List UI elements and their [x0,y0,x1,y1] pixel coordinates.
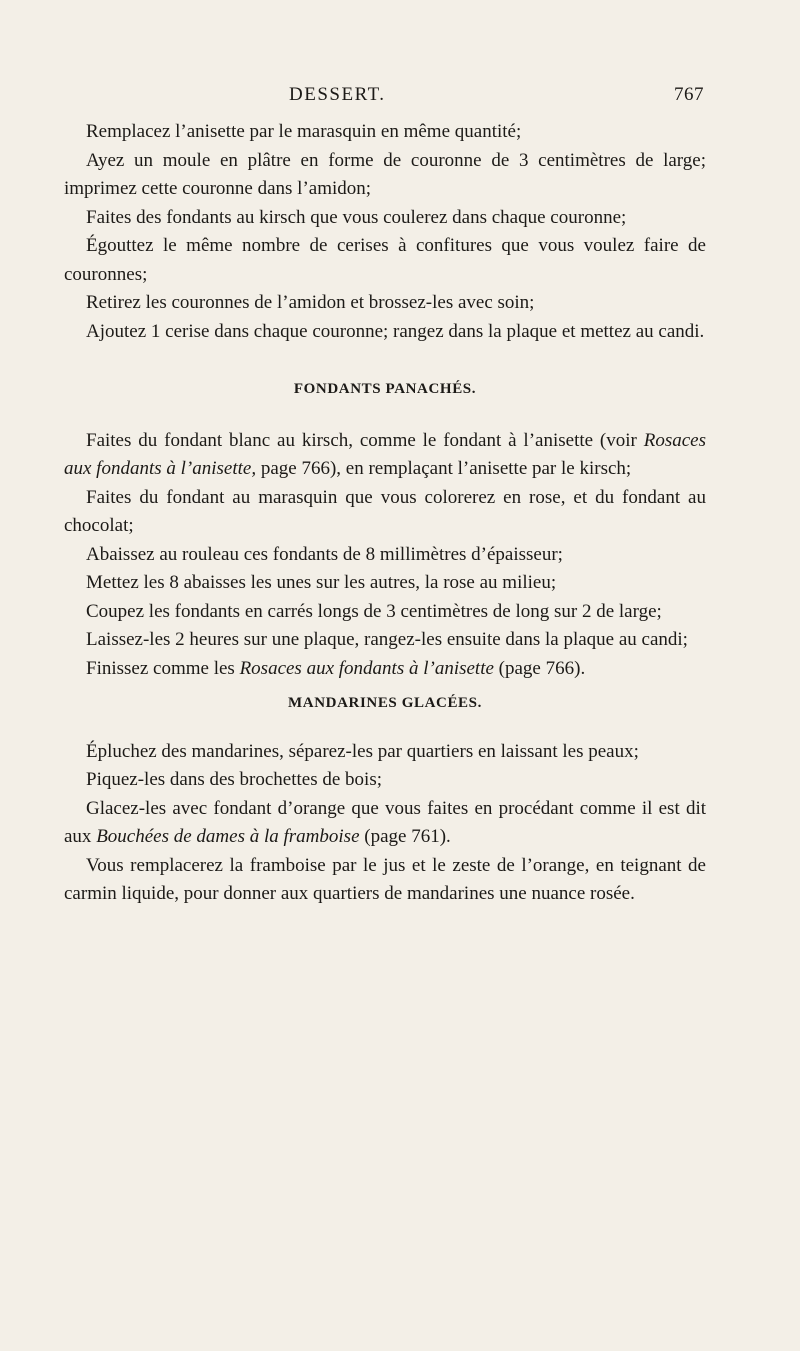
paragraph: Faites du fondant au marasquin que vous colorerez en rose, et du fondant au chocolat; [64,486,706,536]
paragraph: Mettez les 8 abaisses les unes sur les autres, la rose au milieu; [86,572,557,593]
section-heading: MANDARINES GLACÉES. [288,695,482,711]
text: Faites du fondant blanc au kirsch, comme le fondant à l’anisette (voir [86,429,644,451]
reference-title: Rosaces aux fondants à l’anisette [239,657,494,679]
paragraph [64,795,706,852]
paragraph: Remplacez l’anisette par le marasquin en même quantité; [86,121,522,142]
paragraph [64,655,706,684]
paragraph: Égouttez le même nombre de cerises à confitures que vous voulez faire de couronnes; [64,235,706,285]
paragraph: Ayez un moule en plâtre en forme de couronne de 3 centimètres de large; imprimez cette couronne dans l’amidon; [64,149,706,199]
page-body [64,118,706,909]
paragraph: Coupez les fondants en carrés longs de 3 centimètres de long sur 2 de large; [86,600,662,622]
paragraph: Laissez-les 2 heures sur une plaque, rangez-les ensuite dans la plaque au candi; [86,629,688,650]
text: (page 766). [493,657,586,679]
paragraph: Ajoutez 1 cerise dans chaque couronne; rangez dans la plaque et mettez au candi. [86,320,705,342]
reference-title: Rosaces aux fondants à l’anisette, [64,429,706,479]
text: Finissez comme les [86,657,240,679]
page-number: 767 [674,84,704,105]
paragraph: Abaissez au rouleau ces fondants de 8 millimètres d’épaisseur; [86,543,563,565]
header-title: DESSERT. [289,84,386,105]
text: (page 761). [359,826,451,847]
paragraph: Piquez-les dans des brochettes de bois; [86,769,383,790]
paragraph: Retirez les couronnes de l’amidon et brossez-les avec soin; [86,292,535,313]
paragraph: Vous remplacerez la framboise par le jus et le zeste de l’orange, en teignant de carmin liquide, pour donner aux quartiers de mandarines une nuance rosée. [64,854,706,904]
paragraph: Épluchez des mandarines, séparez-les par quartiers en laissant les peaux; [86,740,639,762]
text: Glacez-les avec fondant d’orange que vous faites en procédant comme il est dit aux [64,797,706,847]
paragraph: Faites des fondants au kirsch que vous coulerez dans chaque couronne; [86,206,627,228]
text: page 766), en remplaçant l’anisette par le kirsch; [256,458,632,479]
reference-title: Bouchées de dames à la framboise [96,826,360,847]
section-heading: FONDANTS PANACHÉS. [293,381,477,397]
running-header [64,84,704,112]
paragraph [64,427,706,484]
